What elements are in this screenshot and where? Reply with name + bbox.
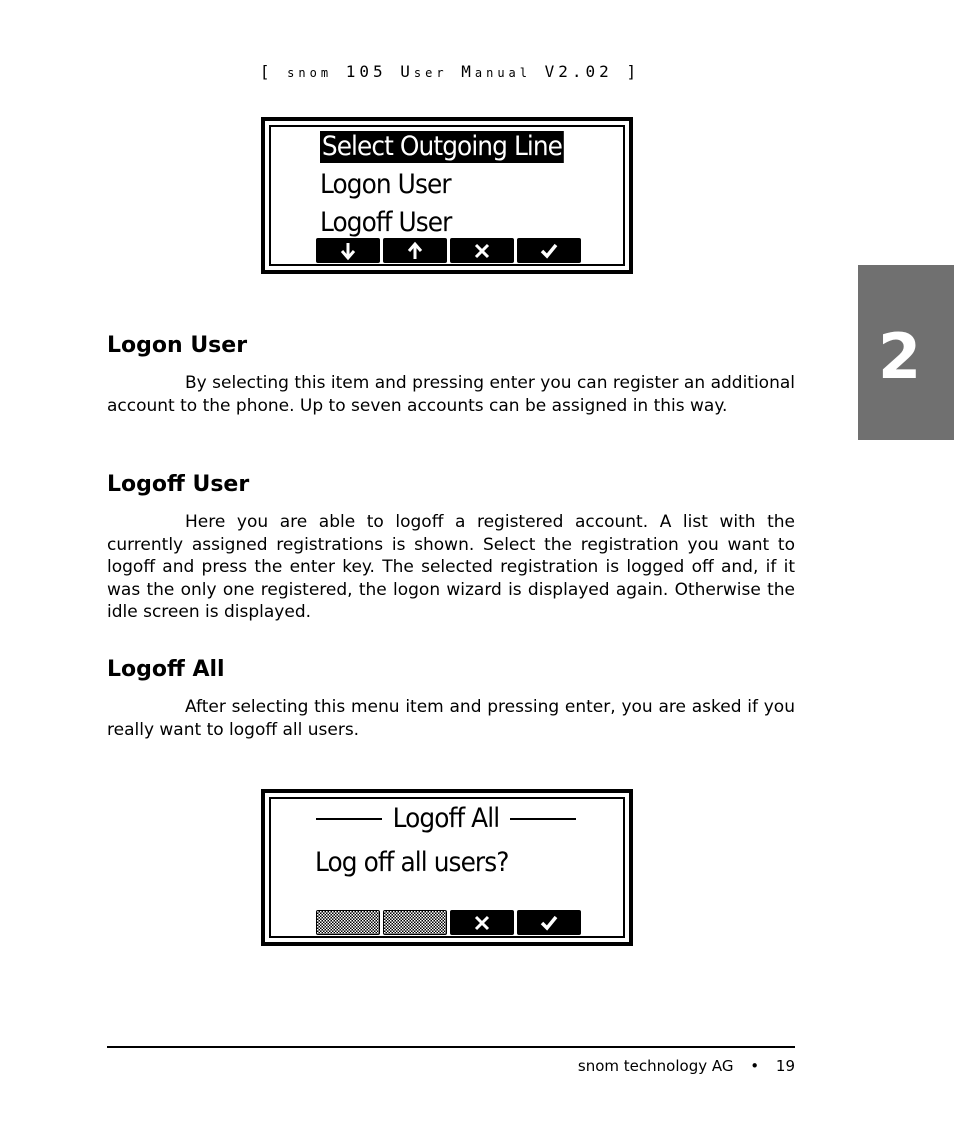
lcd-title-bar [316,803,576,834]
lcd-line: Logoff User [320,207,452,238]
lcd-line-selected: Select Outgoing Line [321,131,563,162]
softkey-cancel [450,238,514,263]
section-body: After selecting this menu item and pressing enter, you are asked if you really want to logoff all users. [107,697,795,740]
section-logoff-all [107,657,795,741]
softkey-row [316,910,581,935]
header-bracket-open: [ [259,62,274,81]
lcd-title: Logoff All [392,803,500,834]
header-brand: snom [287,66,333,80]
header-version: V2.02 [544,62,613,81]
softkey-cancel [450,910,514,935]
section-heading: Logon User [107,333,248,358]
section-body: Here you are able to logoff a registered account. A list with the currently assigned registrations is shown. Select the registration you want to logoff and press the enter key. The selected registration is logged off and, if it was the only one registered, the logon wizard is displayed again. Otherwise the idle screen is displayed. [107,512,795,623]
softkey-blank [316,910,380,935]
header-word-ser: ser [413,66,448,80]
cancel-x-icon [472,241,492,261]
cancel-x-icon [472,913,492,933]
chapter-number: 2 [878,320,922,393]
section-body: By selecting this item and pressing enter you can register an additional account to the phone. Up to seven accounts can be assigned in this way. [107,373,795,416]
lcd-prompt: Log off all users? [315,847,509,878]
softkey-ok [517,238,581,263]
softkey-down [316,238,380,263]
softkey-up [383,238,447,263]
footer-company: snom technology AG [577,1057,734,1075]
page-number: 19 [775,1057,795,1075]
checkmark-icon [539,913,559,933]
lcd-screen-logoff-all [261,789,633,946]
section-logon-user [107,333,795,417]
header-word-m: M [461,62,475,81]
running-header [0,62,900,81]
header-bracket-close: ] [626,62,641,81]
footer-rule [107,1046,795,1048]
section-heading: Logoff All [107,657,225,682]
footer [578,1057,795,1075]
footer-bullet: • [750,1057,760,1075]
title-rule-right [510,818,576,820]
section-heading: Logoff User [107,472,250,497]
header-model: 105 [345,62,387,81]
arrow-down-icon [338,241,358,261]
softkey-ok [517,910,581,935]
header-word-anual: anual [474,66,531,80]
chapter-tab [858,265,954,440]
lcd-screen-menu [261,117,633,274]
lcd-line: Logon User [320,169,451,200]
softkey-blank [383,910,447,935]
softkey-row [316,238,581,263]
arrow-up-icon [405,241,425,261]
checkmark-icon [539,241,559,261]
header-word-u: U [400,62,414,81]
section-logoff-user [107,472,795,624]
title-rule-left [316,818,382,820]
